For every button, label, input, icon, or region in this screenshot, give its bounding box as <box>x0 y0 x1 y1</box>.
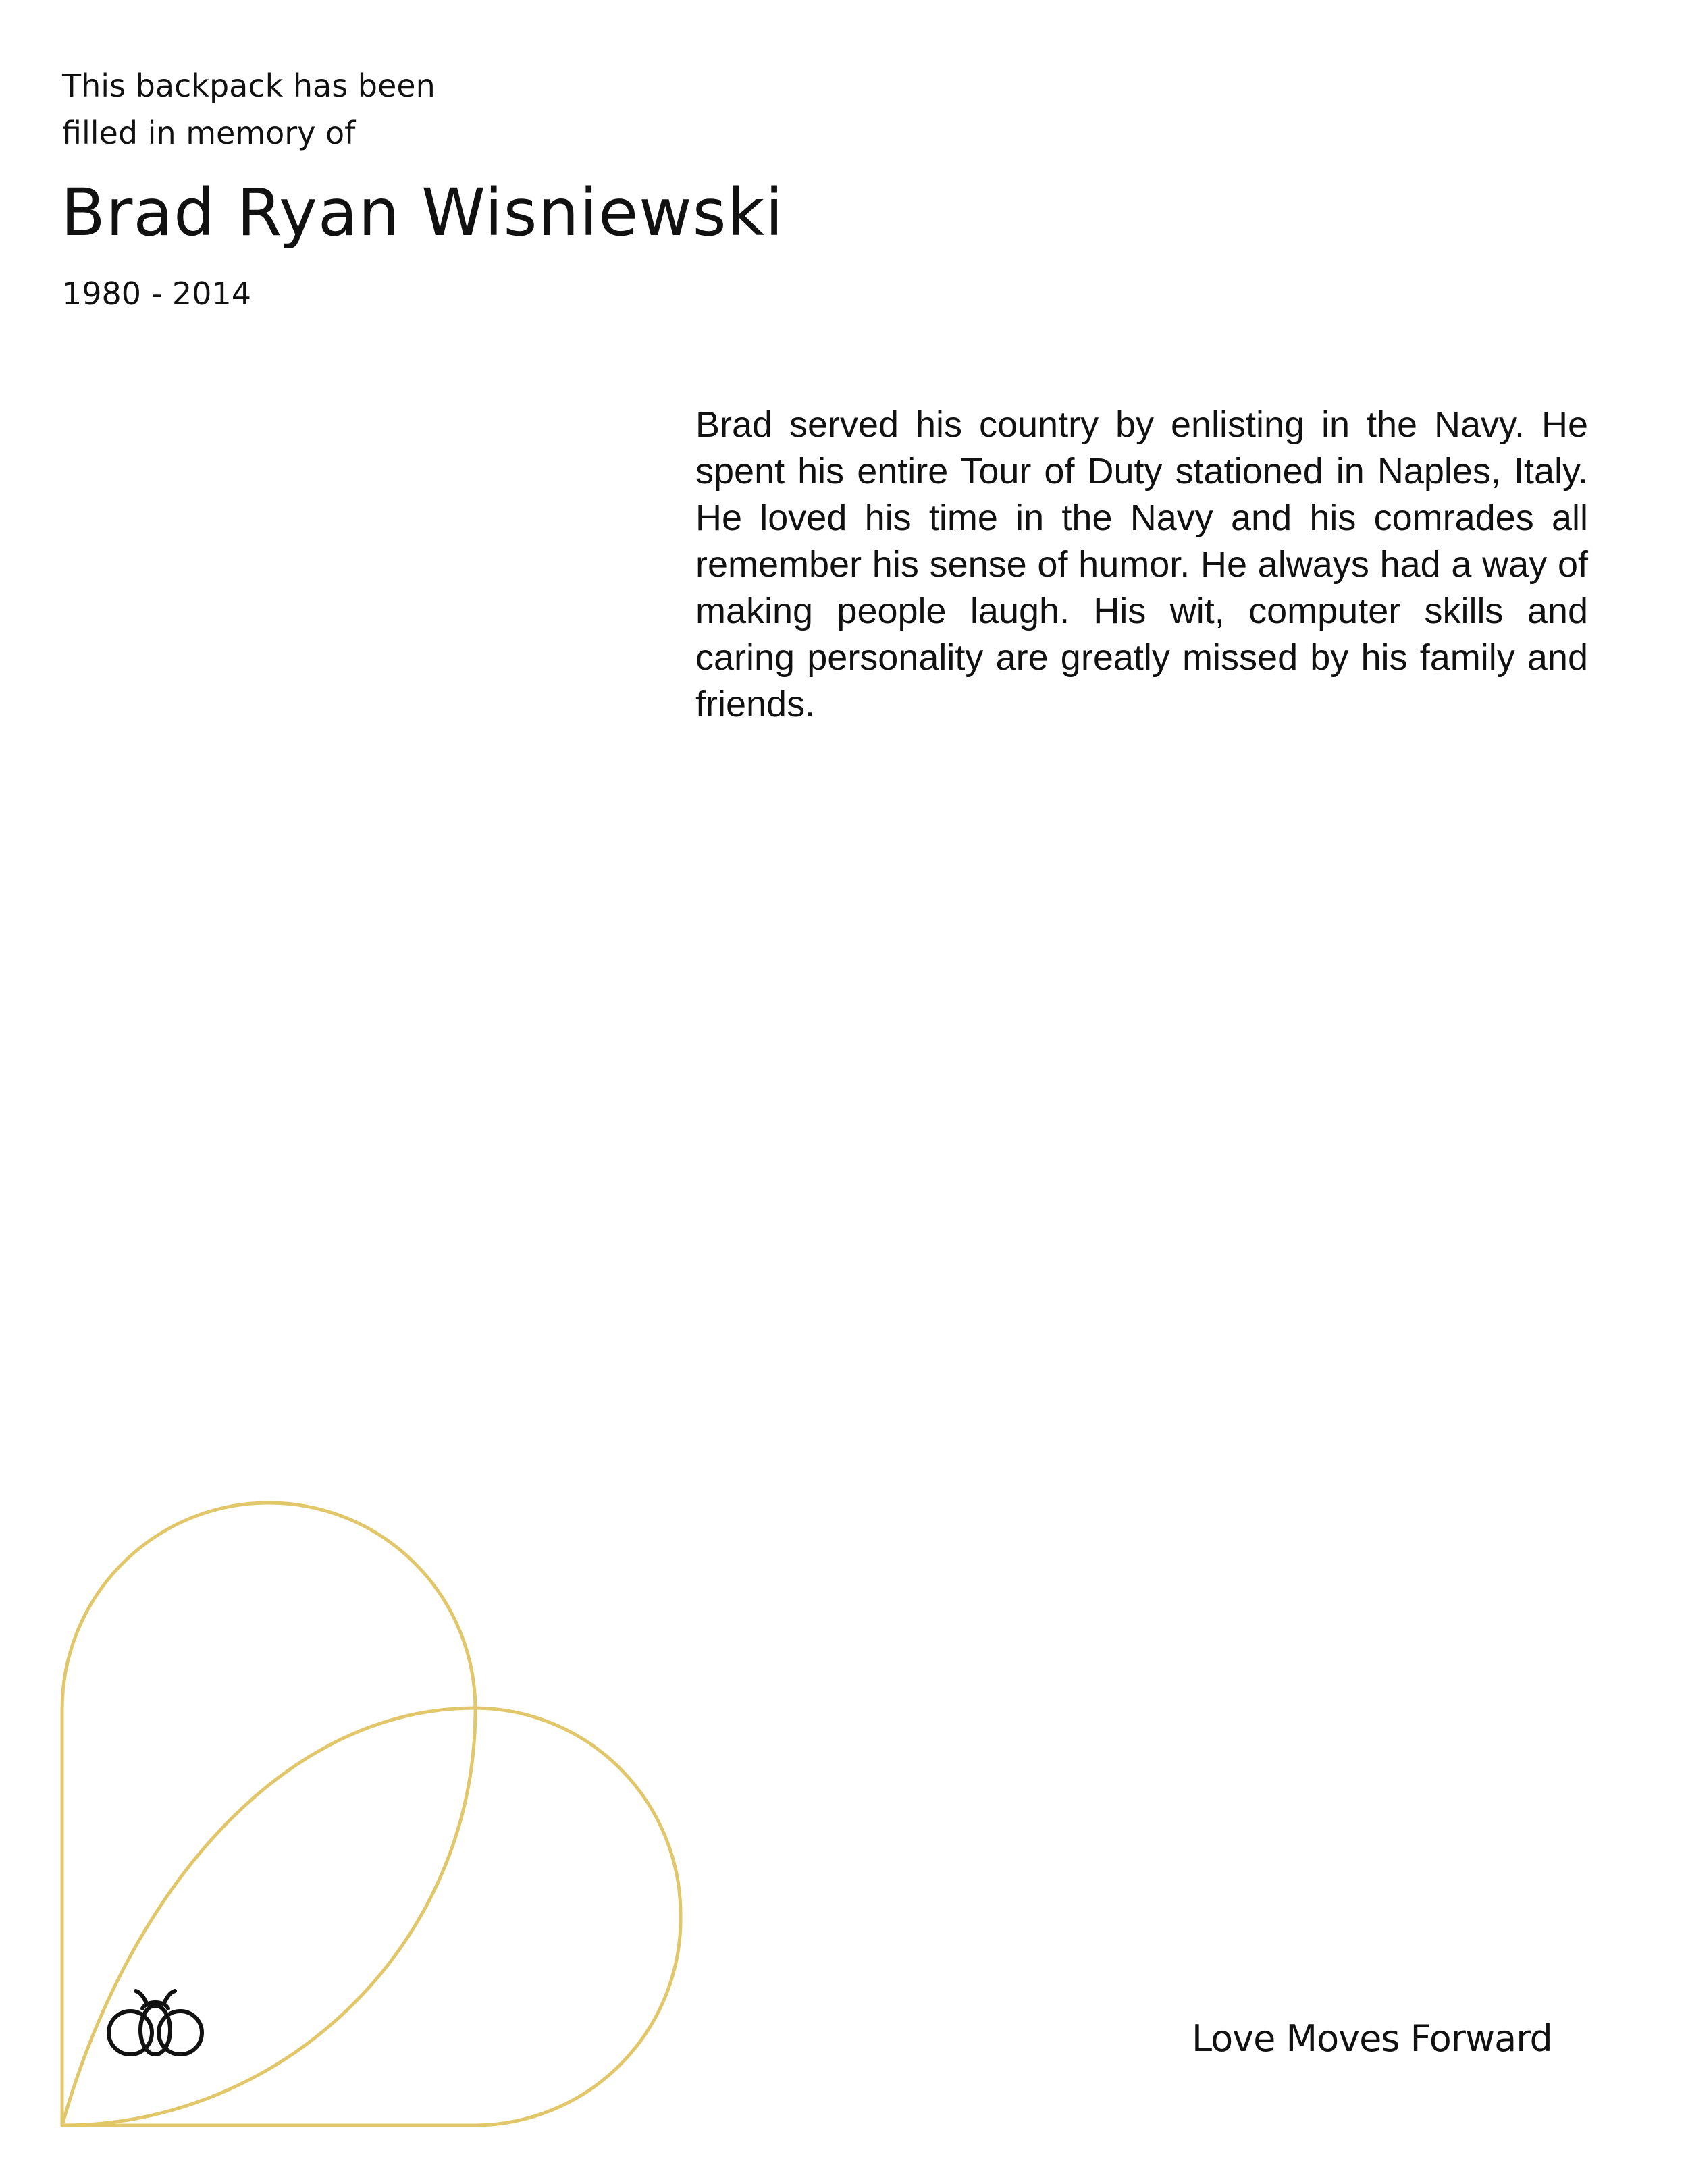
bee-icon <box>105 1988 206 2062</box>
memorial-years: 1980 - 2014 <box>62 275 251 312</box>
memorial-intro <box>62 62 535 157</box>
intro-line-2: filled in memory of <box>62 115 356 151</box>
memorial-biography: Brad served his country by enlisting in the Navy. He spent his entire Tour of Duty stationed in Naples, Italy. He loved his time in the Navy and his comrades all remember his sense of humor. He always had a way of making people laugh. His wit, computer skills and caring personality are greatly missed by his family and friends. <box>695 404 1588 724</box>
brand-tagline: Love Moves Forward <box>1192 2017 1552 2060</box>
memorial-name: Brad Ryan Wisniewski <box>61 175 784 250</box>
intro-line-1: This backpack has been <box>62 68 436 104</box>
heart-right-lobe <box>62 1708 681 2125</box>
